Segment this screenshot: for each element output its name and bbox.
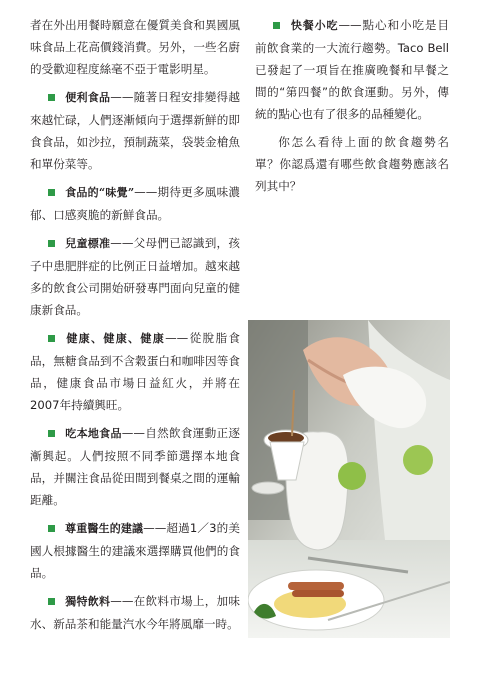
trend-text: ——從脫脂食品，無糖食品到不含穀蛋白和咖啡因等食品，健康食品市場日益紅火，并將在2007年持續興旺。 xyxy=(30,331,240,412)
trend-heading: 快餐小吃 xyxy=(290,19,339,32)
breakfast-coffee-photo xyxy=(248,320,450,638)
green-square-bullet-icon xyxy=(48,94,55,101)
trend-item xyxy=(30,232,240,321)
green-square-bullet-icon xyxy=(48,240,55,247)
trend-text: ——點心和小吃是目前飲食業的一大流行趨勢。Taco Bell已發起了一項旨在推廣晚餐和早餐之間的“第四餐”的飲食運動。另外，傳統的點心也有了很多的品種變化。 xyxy=(255,18,449,121)
green-square-bullet-icon xyxy=(48,598,55,605)
trend-text: ——期待更多風味濃郁、口感爽脆的新鮮食品。 xyxy=(30,185,240,222)
trend-heading: 健康、健康、健康 xyxy=(65,332,166,345)
trend-heading: 尊重醫生的建議 xyxy=(65,522,144,535)
green-square-bullet-icon xyxy=(48,189,55,196)
green-square-bullet-icon xyxy=(48,335,55,342)
trend-heading: 便利食品 xyxy=(65,91,111,104)
trend-heading: 食品的“味覺” xyxy=(65,186,135,199)
trend-text: ——超過1／3的美國人根據醫生的建議來選擇購買他們的食品。 xyxy=(30,521,240,580)
trend-item xyxy=(30,422,240,511)
trend-item xyxy=(30,590,240,635)
trend-item xyxy=(30,86,240,175)
trend-heading: 獨特飲料 xyxy=(65,595,111,608)
trend-item xyxy=(30,517,240,584)
trend-text: ——自然飲食運動正逐漸興起。人們按照不同季節選擇本地食品，并關注食品從田間到餐桌之間的運輸距離。 xyxy=(30,426,240,507)
left-column xyxy=(30,14,240,641)
trend-list xyxy=(30,86,240,635)
intro-paragraph: 者在外出用餐時願意在優質美食和異國風味食品上花高價錢消費。另外，一些名廚的受歡迎程度絲毫不亞于電影明星。 xyxy=(30,18,240,76)
green-square-bullet-icon xyxy=(273,22,280,29)
trend-heading: 兒童標准 xyxy=(65,237,111,250)
trend-text: ——隨著日程安排變得越來越忙碌，人們逐漸傾向于選擇新鮮的即食食品，如沙拉，預制蔬菜，袋裝金槍魚和單份菜等。 xyxy=(30,90,240,171)
trend-item xyxy=(30,327,240,416)
discussion-question: 你怎么看待上面的飲食趨勢名單？你認爲還有哪些飲食趨勢應該名列其中？ xyxy=(255,135,449,193)
green-square-bullet-icon xyxy=(48,525,55,532)
trend-text: ——在飲料市場上，加味水、新品茶和能量汽水今年將風靡一時。 xyxy=(30,594,240,631)
green-square-bullet-icon xyxy=(48,430,55,437)
trend-text: ——父母們已認識到，孩子中患肥胖症的比例正日益增加。越來越多的飲食公司開始研發專門面向兒童的健康新食品。 xyxy=(30,236,240,317)
right-column xyxy=(255,14,449,203)
trend-heading: 吃本地食品 xyxy=(65,427,122,440)
trend-item-snacks xyxy=(255,14,449,125)
trend-item xyxy=(30,181,240,226)
